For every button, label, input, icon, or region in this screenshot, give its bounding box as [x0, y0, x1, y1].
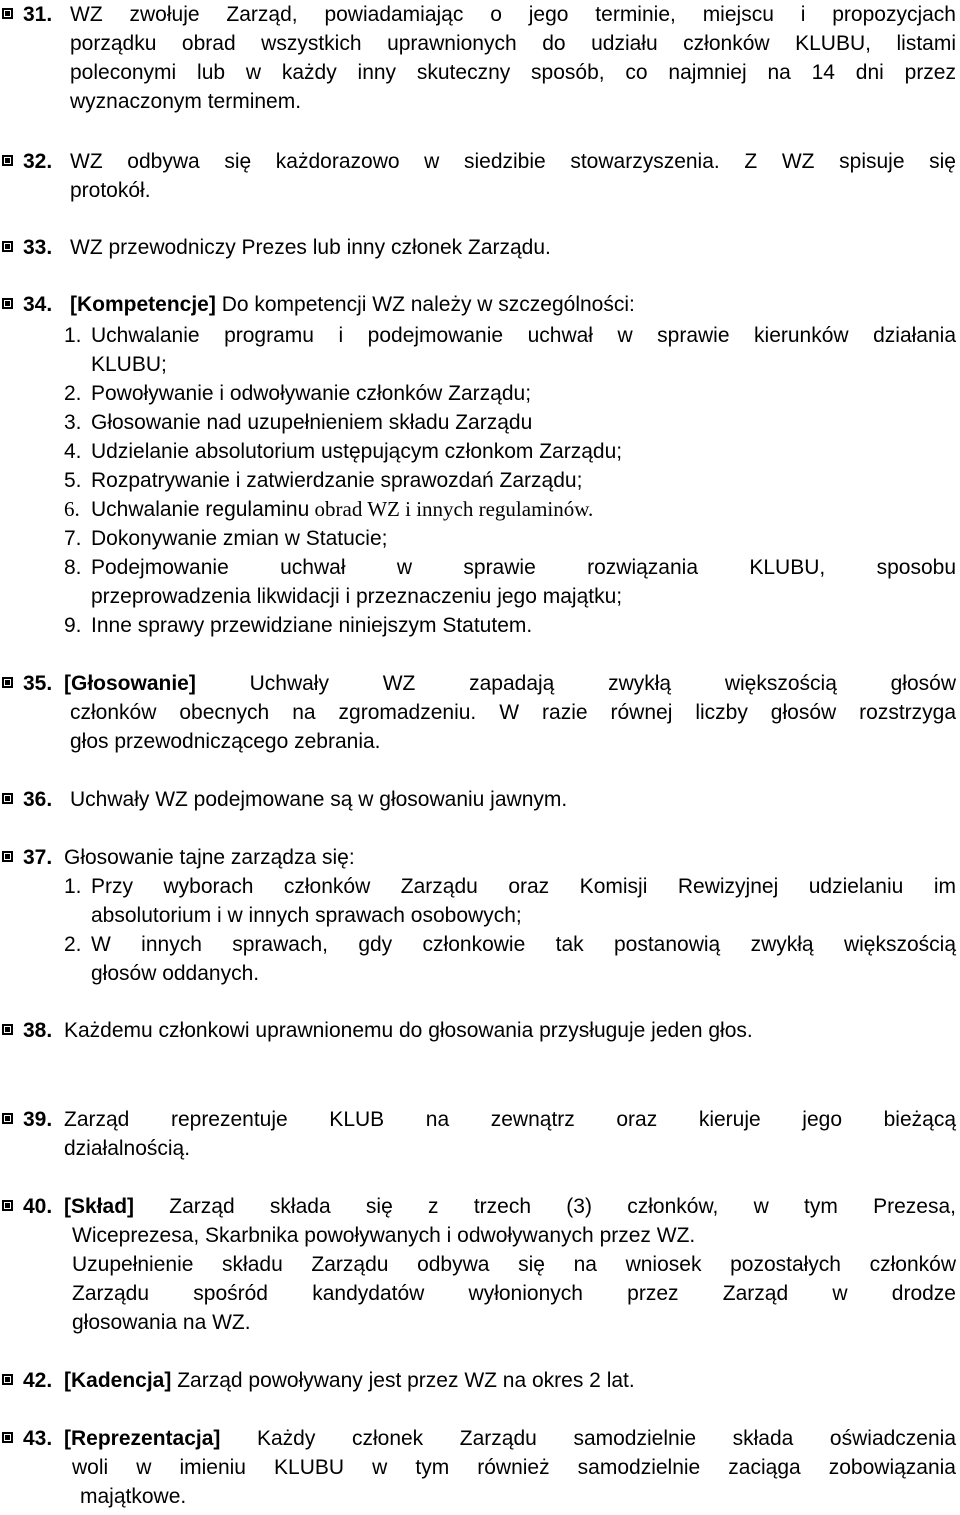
- list-item-number: 2.: [64, 382, 82, 405]
- square-bullet-icon: [2, 155, 13, 166]
- section-heading: [Reprezentacja]: [64, 1427, 221, 1450]
- square-bullet-icon: [2, 1432, 13, 1443]
- section-text: [70, 147, 956, 205]
- list-item-number: 8.: [64, 556, 82, 579]
- list-item-text: W innych sprawach, gdy członkowie tak postanowią zwykłą większością: [91, 933, 956, 956]
- text-line: Każdemu członkowi uprawnionemu do głosowania przysługuje jeden głos.: [64, 1019, 753, 1042]
- text-line-rest: Uchwały WZ zapadają zwykłą większością głosów: [195, 672, 956, 695]
- section-number: 43.: [23, 1427, 53, 1450]
- text-line: poleconymi lub w każdy inny skuteczny sposób, co najmniej na 14 dni przez: [70, 61, 956, 84]
- section-intro: Do kompetencji WZ należy w szczególności:: [215, 293, 635, 316]
- list-item-text: głosów oddanych.: [91, 962, 260, 985]
- list-item-number: 1.: [64, 324, 82, 347]
- section-text-cont: [70, 698, 956, 756]
- text-line: członków obecnych na zgromadzeniu. W razie równej liczby głosów rozstrzyga: [70, 701, 956, 724]
- section-heading: [Kompetencje]: [70, 293, 216, 316]
- list-item-number: 5.: [64, 469, 82, 492]
- text-line: głos przewodniczącego zebrania.: [70, 730, 381, 753]
- text-line-rest: Zarząd powoływany jest przez WZ na okres 2 lat.: [171, 1369, 635, 1392]
- text-line: WZ odbywa się każdorazowo w siedzibie stowarzyszenia. Z WZ spisuje się: [70, 150, 956, 173]
- section-number: 32.: [23, 150, 53, 173]
- section-heading: [Głosowanie]: [64, 672, 196, 695]
- list-item-text-part: obrad WZ i innych regulaminów.: [309, 497, 594, 521]
- section-text: [70, 233, 956, 262]
- text-line: Głosowanie tajne zarządza się:: [64, 846, 355, 869]
- list-item-number: 1.: [64, 875, 82, 898]
- square-bullet-icon: [2, 1200, 13, 1211]
- text-line: Wiceprezesa, Skarbnika powoływanych i odwoływanych przez WZ.: [72, 1224, 696, 1247]
- list-item-text: Powoływanie i odwoływanie członków Zarządu;: [91, 382, 532, 405]
- list-item-text: absolutorium i w innych sprawach osobowych;: [91, 904, 522, 927]
- list-item-text-part: Uchwalanie regulaminu: [91, 498, 310, 521]
- square-bullet-icon: [2, 851, 13, 862]
- section-number: 38.: [23, 1019, 53, 1042]
- section-text: [64, 1105, 956, 1163]
- section-text: [70, 0, 956, 116]
- text-line: Uzupełnienie składu Zarządu odbywa się na wniosek pozostałych członków: [72, 1253, 956, 1276]
- list-item-text: KLUBU;: [91, 353, 167, 376]
- section-text-cont: [72, 1221, 956, 1337]
- text-line: Uchwały WZ podejmowane są w głosowaniu jawnym.: [70, 788, 568, 811]
- square-bullet-icon: [2, 8, 13, 19]
- section-text: [64, 1192, 956, 1221]
- list-item-number: 3.: [64, 411, 82, 434]
- text-line: [64, 1424, 956, 1453]
- square-bullet-icon: [2, 1113, 13, 1124]
- section-text: [70, 785, 956, 814]
- list-item-number: 6.: [64, 497, 80, 521]
- section-text: [64, 669, 956, 698]
- text-line: WZ zwołuje Zarząd, powiadamiając o jego terminie, miejscu i propozycjach: [70, 3, 956, 26]
- section-heading: [Skład]: [64, 1195, 135, 1218]
- list-item-text: Podejmowanie uchwał w sprawie rozwiązania KLUBU, sposobu: [91, 556, 956, 579]
- list-item-text: Przy wyborach członków Zarządu oraz Komisji Rewizyjnej udzielaniu im: [91, 875, 956, 898]
- text-line: porządku obrad wszystkich uprawnionych do udziału członków KLUBU, listami: [70, 32, 956, 55]
- text-line: WZ przewodniczy Prezes lub inny członek Zarządu.: [70, 236, 551, 259]
- square-bullet-icon: [2, 677, 13, 688]
- section-number: 36.: [23, 788, 53, 811]
- section-number: 31.: [23, 3, 53, 26]
- list-item-text: [91, 495, 955, 524]
- square-bullet-icon: [2, 1024, 13, 1035]
- text-line: [64, 1192, 956, 1221]
- section-text-cont: [72, 1453, 956, 1511]
- section-text: [64, 1424, 956, 1453]
- text-line: Zarządu spośród kandydatów wyłonionych przez Zarząd w drodze: [72, 1282, 956, 1305]
- list-item-number: 4.: [64, 440, 82, 463]
- list-item-text: Rozpatrywanie i zatwierdzanie sprawozdań Zarządu;: [91, 469, 583, 492]
- text-line-rest: Każdy członek Zarządu samodzielnie składa oświadczenia: [220, 1427, 956, 1450]
- list-item-text: Udzielanie absolutorium ustępującym członkom Zarządu;: [91, 440, 623, 463]
- section-heading: [Kadencja]: [64, 1369, 172, 1392]
- square-bullet-icon: [2, 241, 13, 252]
- section-number: 35.: [23, 672, 53, 695]
- section-text: [64, 843, 956, 872]
- text-line: wyznaczonym terminem.: [70, 90, 302, 113]
- square-bullet-icon: [2, 298, 13, 309]
- text-line: [64, 1366, 956, 1395]
- text-line: głosowania na WZ.: [72, 1311, 251, 1334]
- text-line: [70, 290, 956, 319]
- section-number: 42.: [23, 1369, 53, 1392]
- text-line: protokół.: [70, 179, 151, 202]
- text-line-rest: Zarząd składa się z trzech (3) członków, w tym Prezesa,: [134, 1195, 956, 1218]
- section-number: 39.: [23, 1108, 53, 1131]
- section-number: 34.: [23, 293, 53, 316]
- text-line: Zarząd reprezentuje KLUB na zewnątrz oraz kieruje jego bieżącą: [64, 1108, 956, 1131]
- list-item-text: przeprowadzenia likwidacji i przeznaczeniu jego majątku;: [91, 585, 623, 608]
- text-line: majątkowe.: [80, 1485, 187, 1508]
- list-item-number: 7.: [64, 527, 82, 550]
- list-item-text: Inne sprawy przewidziane niniejszym Statutem.: [91, 614, 533, 637]
- list-item-text: Uchwalanie programu i podejmowanie uchwał w sprawie kierunków działania: [91, 324, 956, 347]
- text-line: woli w imieniu KLUBU w tym również samodzielnie zaciąga zobowiązania: [72, 1456, 956, 1479]
- text-line: [64, 669, 956, 698]
- list-item-number: 9.: [64, 614, 82, 637]
- list-item-text: Głosowanie nad uzupełnieniem składu Zarządu: [91, 411, 533, 434]
- section-number: 37.: [23, 846, 53, 869]
- square-bullet-icon: [2, 1374, 13, 1385]
- section-text: [64, 1366, 956, 1395]
- section-number: 40.: [23, 1195, 53, 1218]
- list-item-text: Dokonywanie zmian w Statucie;: [91, 527, 388, 550]
- text-line: działalnością.: [64, 1137, 191, 1160]
- list-item-number: 2.: [64, 933, 82, 956]
- section-text: [64, 1016, 956, 1045]
- section-text: [70, 290, 956, 319]
- section-number: 33.: [23, 236, 53, 259]
- square-bullet-icon: [2, 793, 13, 804]
